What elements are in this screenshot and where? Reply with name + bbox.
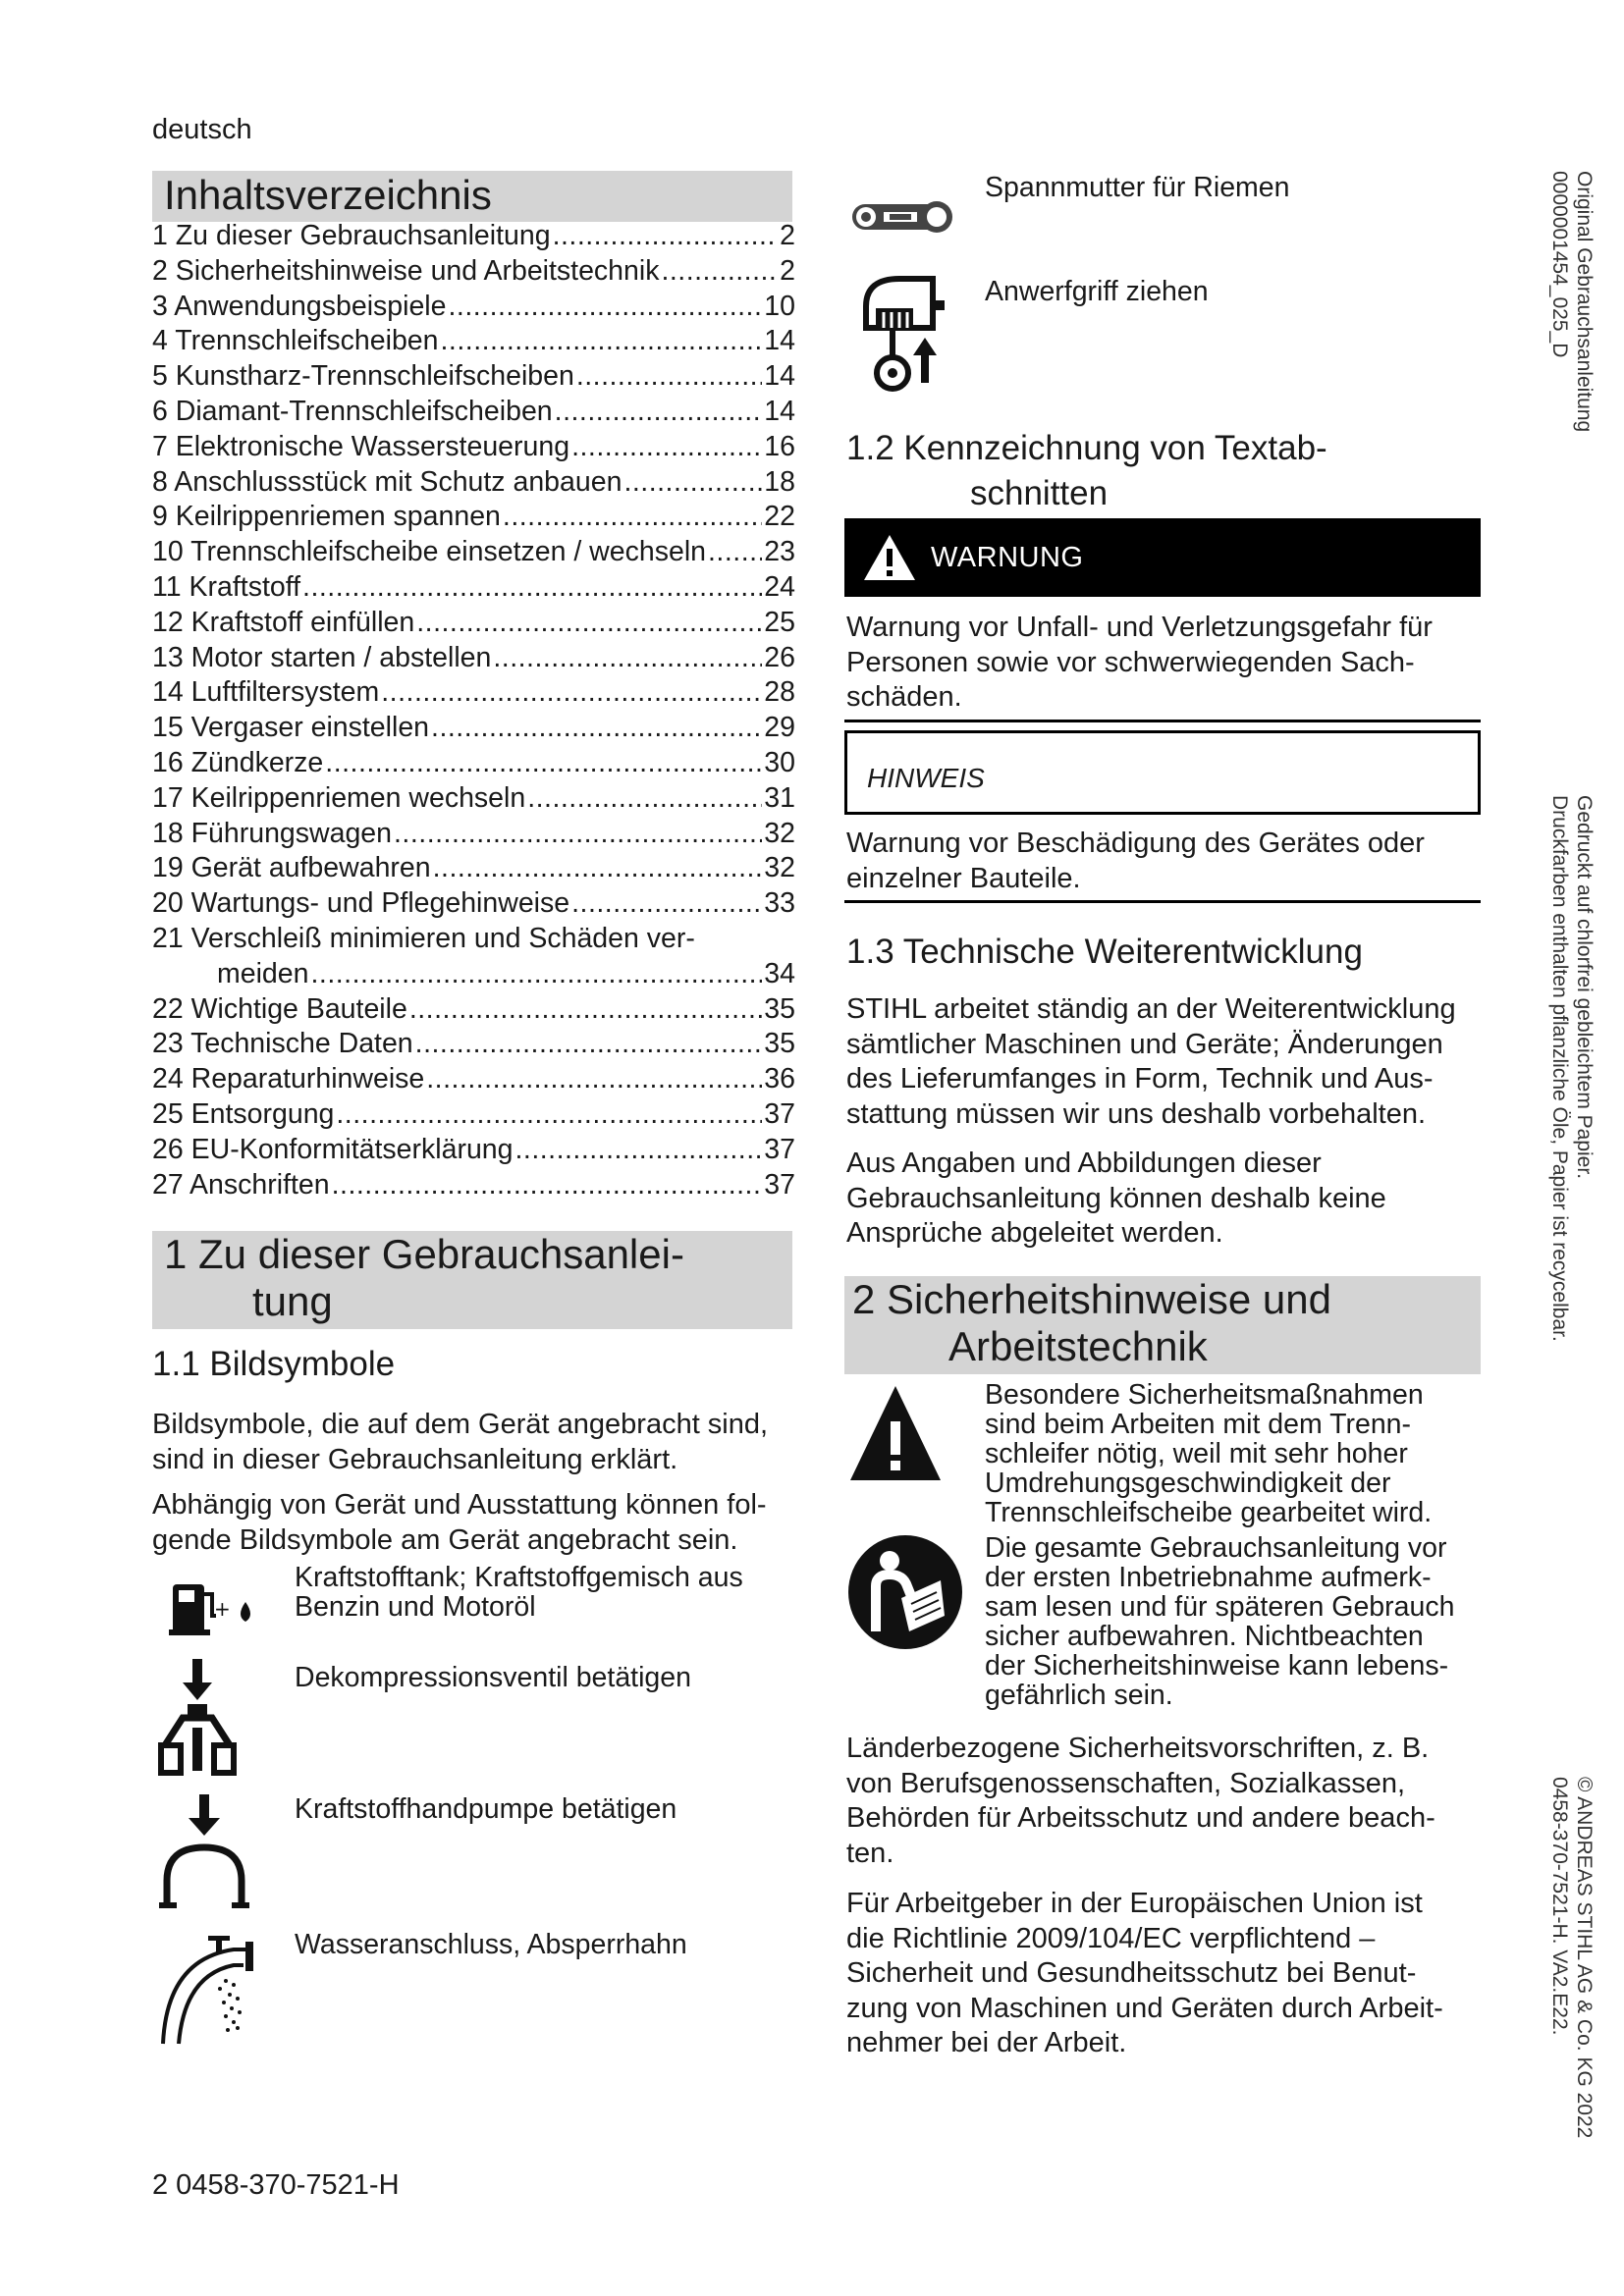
text-line: sämtlicher Maschinen und Geräte; Änderungen: [846, 1028, 1443, 1060]
toc-entry-label: 24 Reparaturhinweise: [152, 1063, 425, 1095]
subsection-1-1-title: 1.1 Bildsymbole: [152, 1345, 396, 1383]
toc-entry-page: 14: [764, 325, 795, 357]
text-line: von Berufsgenossenschaften, Sozialkassen,: [846, 1767, 1406, 1799]
toc-leader-dots: [336, 1098, 762, 1131]
toc-leader-dots: [433, 852, 763, 884]
toc-entry[interactable]: [152, 1098, 795, 1134]
toc-leader-dots: [503, 501, 762, 533]
text-line: ten.: [846, 1837, 894, 1869]
section2-title-line2: Arbeitstechnik: [948, 1323, 1208, 1370]
toc-entry[interactable]: [152, 958, 795, 993]
text-line: Kraftstofftank; Kraftstoffgemisch aus: [295, 1562, 743, 1593]
subsection-1-3-paragraph2: [846, 1147, 1386, 1252]
toc-entry[interactable]: [152, 818, 795, 853]
toc-entry-page: 32: [764, 817, 795, 849]
hinweis-box: [844, 730, 1481, 815]
toc-entry-label: 11 Kraftstoff: [152, 570, 301, 603]
toc-entry-label: 22 Wichtige Bauteile: [152, 992, 407, 1025]
hinweis-label: HINWEIS: [867, 763, 985, 793]
text-line: © ANDREAS STIHL AG & Co. KG 2022: [1573, 1777, 1596, 2139]
text-line: Die gesamte Gebrauchsanleitung vor: [985, 1532, 1447, 1564]
section2-paragraph1: [846, 1732, 1435, 1871]
text-line: sind in dieser Gebrauchsanleitung erklärt.: [152, 1443, 678, 1475]
toc-entry-page: 26: [764, 641, 795, 673]
toc-entry-page: 16: [764, 430, 795, 462]
toc-entry[interactable]: [152, 887, 795, 923]
belt-tensioner-icon: [848, 188, 958, 247]
toc-entry-label: 20 Wartungs- und Pflegehinweise: [152, 887, 570, 920]
toc-leader-dots: [661, 255, 778, 288]
toc-entry[interactable]: [152, 431, 795, 466]
language-label: deutsch: [152, 114, 252, 145]
toc-entry[interactable]: [152, 747, 795, 782]
toc-entry-label: 13 Motor starten / abstellen: [152, 641, 492, 673]
text-line: der ersten Inbetriebnahme aufmerk-: [985, 1562, 1432, 1593]
text-line: Für Arbeitgeber in der Europäischen Union ist: [846, 1888, 1423, 1919]
text-line: sicher aufbewahren. Nichtbeachten: [985, 1621, 1424, 1652]
toc-entry-page: 14: [764, 395, 795, 427]
toc-entry-page: 18: [764, 465, 795, 498]
toc-leader-dots: [576, 360, 762, 393]
subsection-1-1-paragraph1: [152, 1408, 768, 1477]
toc-entry[interactable]: [152, 571, 795, 607]
warning-bar: [844, 518, 1481, 597]
toc-entry[interactable]: [152, 536, 795, 571]
toc-leader-dots: [527, 782, 762, 815]
toc-entry-label: 23 Technische Daten: [152, 1028, 413, 1060]
toc-entry[interactable]: [152, 923, 795, 958]
read-manual-icon: [846, 1533, 964, 1651]
sidebar-copyright: [1547, 1777, 1597, 2138]
toc-leader-dots: [394, 818, 762, 850]
toc-leader-dots: [381, 676, 762, 709]
text-line: Gebrauchsanleitung können deshalb keine: [846, 1182, 1386, 1214]
toc-entry[interactable]: [152, 360, 795, 396]
hinweis-text: [846, 827, 1425, 896]
subsection-1-3-paragraph1: [846, 992, 1456, 1132]
toc-leader-dots: [325, 747, 762, 779]
text-line: Besondere Sicherheitsmaßnahmen: [985, 1379, 1424, 1411]
subsection-1-2-title: [846, 426, 1327, 516]
text-line: stattung müssen wir uns deshalb vorbehalten.: [846, 1097, 1427, 1130]
text-line: Warnung vor Unfall- und Verletzungsgefahr für: [846, 612, 1433, 643]
symbol-water-tap-text: Wasseranschluss, Absperrhahn: [295, 1929, 687, 1960]
toc-entry[interactable]: [152, 1169, 795, 1204]
sidebar-paper-note: [1547, 795, 1597, 1342]
text-line: zung von Maschinen und Geräten durch Arbeit-: [846, 1992, 1443, 2024]
text-line: Aus Angaben und Abbildungen dieser: [846, 1148, 1322, 1179]
text-line: Druckfarben enthalten pflanzliche Öle, Papier ist recycelbar.: [1548, 795, 1571, 1342]
text-line: Ansprüche abgeleitet werden.: [846, 1217, 1223, 1249]
section2-paragraph2: [846, 1887, 1443, 2061]
toc-entry[interactable]: [152, 1063, 795, 1098]
toc-leader-dots: [571, 887, 762, 920]
text-line: Personen sowie vor schwerwiegenden Sach-: [846, 646, 1415, 678]
subsection-1-1-paragraph2: [152, 1488, 767, 1558]
text-line: Abhängig von Gerät und Ausstattung können fol-: [152, 1489, 767, 1521]
warning-label: WARNUNG: [931, 541, 1084, 573]
section1-title-line2: tung: [252, 1278, 333, 1325]
text-line: sam lesen und für späteren Gebrauch: [985, 1591, 1455, 1623]
toc-entry[interactable]: [152, 782, 795, 818]
toc-entry-page: 10: [764, 290, 795, 322]
toc-entry-label: 1 Zu dieser Gebrauchsanleitung: [152, 220, 551, 251]
text-line: schleifer nötig, weil mit sehr hoher: [985, 1438, 1408, 1469]
toc-entry-label: 15 Vergaser einstellen: [152, 712, 430, 744]
toc-entry-page: 37: [764, 1168, 795, 1201]
text-line: die Richtlinie 2009/104/EC verpflichtend –: [846, 1922, 1376, 1954]
toc-entry-page: 2: [780, 254, 795, 287]
toc-entry[interactable]: [152, 396, 795, 431]
symbol-decompression-text: Dekompressionsventil betätigen: [295, 1662, 691, 1693]
toc-entry-page: 35: [764, 1028, 795, 1060]
toc-entry-label: 19 Gerät aufbewahren: [152, 852, 431, 884]
text-line: Umdrehungsgeschwindigkeit der: [985, 1468, 1391, 1499]
toc-entry[interactable]: [152, 852, 795, 887]
toc-leader-dots: [553, 220, 779, 252]
starter-grip-icon: [860, 275, 948, 395]
text-line: STIHL arbeitet ständig an der Weiterentwicklung: [846, 993, 1456, 1025]
toc-title: Inhaltsverzeichnis: [164, 172, 492, 218]
section1-title-line1: 1 Zu dieser Gebrauchsanlei-: [164, 1231, 684, 1277]
text-line: Original Gebrauchsanleitung: [1573, 171, 1596, 433]
text-line: Behörden für Arbeitsschutz und andere beach-: [846, 1802, 1435, 1834]
toc-entry-page: 24: [764, 570, 795, 603]
toc-leader-dots: [623, 466, 762, 499]
decompression-valve-icon: [155, 1657, 244, 1777]
toc-leader-dots: [441, 325, 763, 357]
toc-entry-label: 17 Keilrippenriemen wechseln: [152, 781, 526, 814]
text-line: nehmer bei der Arbeit.: [846, 2027, 1127, 2058]
toc-entry-page: 31: [764, 781, 795, 814]
toc-leader-dots: [449, 291, 763, 323]
toc-heading-bar: [152, 171, 792, 222]
toc-entry[interactable]: [152, 676, 795, 712]
toc-entry-page: 37: [764, 1097, 795, 1130]
toc-leader-dots: [555, 396, 763, 428]
toc-entry-label: 14 Luftfiltersystem: [152, 676, 380, 709]
toc-entry[interactable]: [152, 642, 795, 677]
toc-entry[interactable]: [152, 255, 795, 291]
text-line: der Sicherheitshinweise kann lebens-: [985, 1650, 1449, 1682]
toc-entry-page: 25: [764, 606, 795, 638]
sidebar-original-manual: [1547, 171, 1597, 432]
section2-note2: [985, 1533, 1454, 1710]
text-line: schäden.: [846, 681, 962, 713]
toc-leader-dots: [426, 1063, 762, 1095]
toc-entry-page: 37: [764, 1133, 795, 1165]
toc-entry-label: meiden: [217, 957, 309, 989]
water-tap-icon: [155, 1930, 263, 2050]
toc-leader-dots: [708, 536, 762, 568]
toc-entry-label: 3 Anwendungsbeispiele: [152, 290, 447, 322]
text-line: gende Bildsymbole am Gerät angebracht sein.: [152, 1523, 738, 1556]
toc-entry[interactable]: [152, 607, 795, 642]
toc-entry[interactable]: [152, 501, 795, 536]
toc-leader-dots: [332, 1169, 763, 1201]
toc-entry-label: 27 Anschriften: [152, 1168, 330, 1201]
toc-entry-label: 25 Entsorgung: [152, 1097, 335, 1130]
text-line: Sicherheit und Gesundheitsschutz bei Benut-: [846, 1957, 1417, 1989]
toc-leader-dots: [571, 431, 762, 463]
text-line: des Lieferumfanges in Form, Technik und Aus-: [846, 1063, 1434, 1095]
warning-text: [846, 611, 1433, 716]
toc-entry-page: 34: [764, 957, 795, 989]
section2-note1: [985, 1380, 1432, 1527]
toc-entry[interactable]: [152, 220, 795, 255]
symbol-fuel-pump-text: Kraftstoffhandpumpe betätigen: [295, 1793, 677, 1825]
toc-entry[interactable]: [152, 1134, 795, 1169]
toc-entry-page: 28: [764, 676, 795, 709]
toc-leader-dots: [493, 642, 762, 674]
toc-entry-label: 10 Trennschleifscheibe einsetzen / wechseln: [152, 536, 707, 568]
toc-entry[interactable]: [152, 325, 795, 360]
toc-entry-page: 32: [764, 852, 795, 884]
section2-heading-bar: [844, 1276, 1481, 1374]
section1-heading-bar: [152, 1231, 792, 1329]
toc-entry-label: 5 Kunstharz-Trennschleifscheiben: [152, 360, 574, 393]
toc-entry-label: 12 Kraftstoff einfüllen: [152, 606, 415, 638]
text-line: Bildsymbole, die auf dem Gerät angebracht sind,: [152, 1409, 769, 1440]
toc-entry-label: 4 Trennschleifscheiben: [152, 325, 439, 357]
toc-entry[interactable]: [152, 466, 795, 502]
toc-entry-page: 29: [764, 712, 795, 744]
toc-entry-label: 7 Elektronische Wassersteuerung: [152, 430, 570, 462]
text-line: 0458-370-7521-H. VA2.E22.: [1548, 1777, 1571, 2036]
text-line: 0000001454_025_D: [1548, 171, 1571, 358]
toc-entry-page: 14: [764, 360, 795, 393]
toc-entry[interactable]: [152, 291, 795, 326]
toc-entry-label: 16 Zündkerze: [152, 746, 324, 778]
section2-title-line1: 2 Sicherheitshinweise und: [852, 1276, 1331, 1322]
fuel-tank-icon: [165, 1571, 263, 1639]
text-line: Benzin und Motoröl: [295, 1591, 536, 1623]
toc-entry-page: 22: [764, 501, 795, 533]
text-line: einzelner Bauteile.: [846, 862, 1081, 894]
toc-entry-label: 26 EU-Konformitätserklärung: [152, 1133, 514, 1165]
toc-entry[interactable]: [152, 1028, 795, 1063]
svg-text:+: +: [214, 1597, 231, 1621]
toc-entry[interactable]: [152, 993, 795, 1029]
toc-leader-dots: [431, 712, 762, 744]
toc-leader-dots: [415, 1028, 763, 1060]
toc-entry-label: 8 Anschlussstück mit Schutz anbauen: [152, 465, 623, 498]
toc-entry-page: 36: [764, 1063, 795, 1095]
toc-entry-label: 2 Sicherheitshinweise und Arbeitstechnik: [152, 254, 660, 287]
text-line: Warnung vor Beschädigung des Gerätes oder: [846, 828, 1425, 859]
text-line: 1.2 Kennzeichnung von Textab-: [846, 429, 1327, 467]
text-line: Gedruckt auf chlorfrei gebleichtem Papier.: [1573, 795, 1596, 1180]
text-line: Trennschleifscheibe gearbeitet wird.: [985, 1497, 1433, 1528]
toc-entry-label: 21 Verschleiß minimieren und Schäden ver-: [152, 922, 695, 954]
symbol-starter-grip-text: Anwerfgriff ziehen: [985, 276, 1209, 307]
toc-entry-page: 2: [780, 220, 795, 251]
toc-entry-page: 23: [764, 536, 795, 568]
toc-entry-label: 9 Keilrippenriemen spannen: [152, 501, 501, 533]
footer-page-ref: 2 0458-370-7521-H: [152, 2169, 400, 2201]
toc-leader-dots: [302, 571, 762, 604]
text-line: sind beim Arbeiten mit dem Trenn-: [985, 1409, 1412, 1440]
toc-leader-dots: [416, 607, 762, 639]
toc-leader-dots: [310, 958, 762, 990]
table-of-contents: [152, 220, 795, 1203]
toc-entry[interactable]: [152, 712, 795, 747]
warning-triangle-icon: [862, 533, 917, 582]
toc-leader-dots: [409, 993, 762, 1026]
subsection-1-3-title: 1.3 Technische Weiterentwicklung: [846, 933, 1363, 971]
toc-leader-dots: [515, 1134, 763, 1166]
divider: [844, 720, 1481, 722]
toc-entry-page: 30: [764, 746, 795, 778]
symbol-belt-tensioner-text: Spannmutter für Riemen: [985, 172, 1290, 203]
text-line: gefährlich sein.: [985, 1680, 1173, 1711]
toc-entry-page: 35: [764, 992, 795, 1025]
text-line: schnitten: [970, 474, 1109, 512]
toc-entry-page: 33: [764, 887, 795, 920]
divider: [844, 900, 1481, 903]
fuel-pump-icon: [157, 1792, 255, 1914]
caution-triangle-icon: [846, 1382, 945, 1486]
toc-entry-label: 18 Führungswagen: [152, 817, 393, 849]
text-line: Länderbezogene Sicherheitsvorschriften, z. B.: [846, 1733, 1430, 1764]
toc-entry-label: 6 Diamant-Trennschleifscheiben: [152, 395, 553, 427]
symbol-fuel-tank-text: [295, 1563, 743, 1622]
